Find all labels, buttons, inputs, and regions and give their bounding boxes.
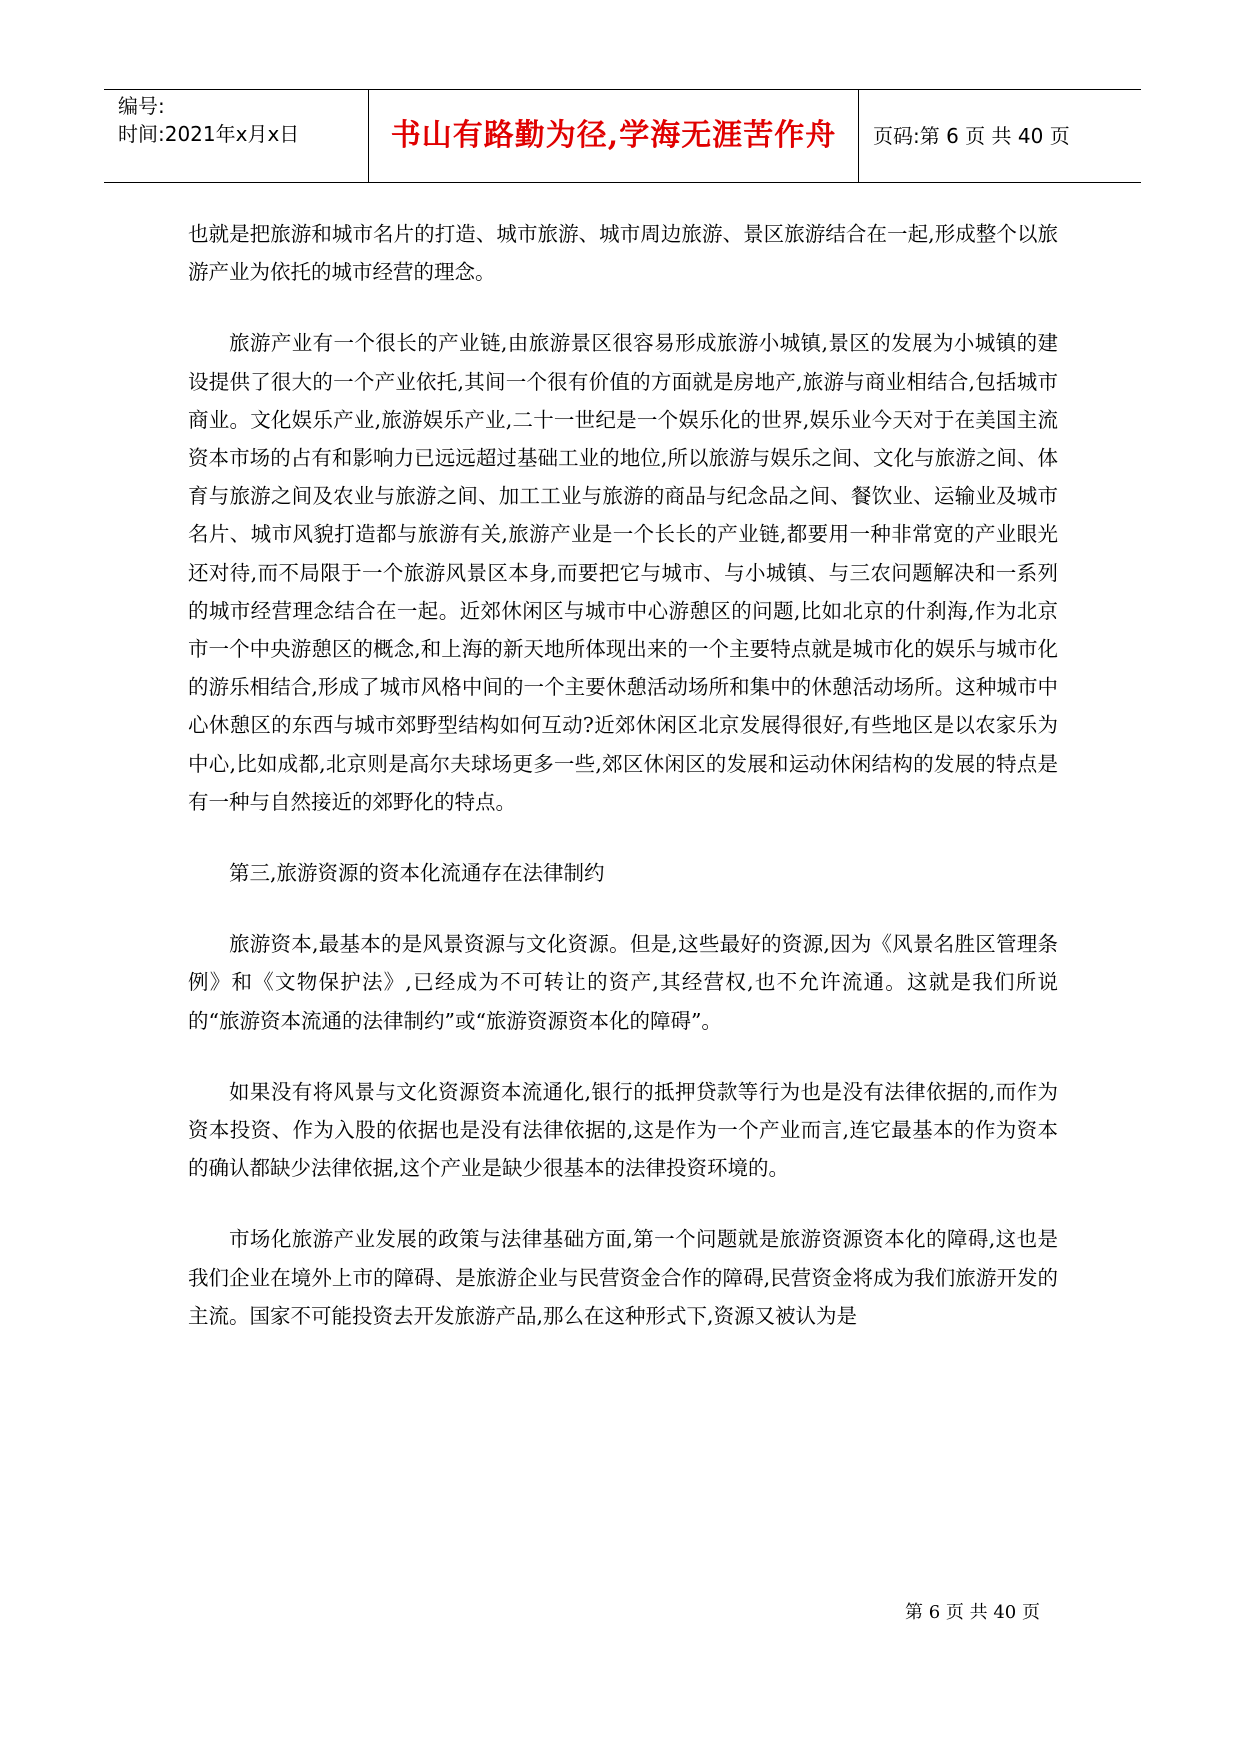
page-footer: 第 6 页 共 40 页 xyxy=(905,1602,1040,1623)
document-number-label: 编号: xyxy=(118,94,165,118)
paragraph-capital-circulation: 如果没有将风景与文化资源资本流通化,银行的抵押贷款等行为也是没有法律依据的,而作为资本投资、作为入股的依据也是没有法律依据的,这是作为一个产业而言,连它最基本的作为资本的确认都缺少法律依据,这个产业是缺少很基本的法律投资环境的。 xyxy=(188,1079,1058,1181)
paragraph-continuation: 也就是把旅游和城市名片的打造、城市旅游、城市周边旅游、景区旅游结合在一起,形成整个以旅游产业为依托的城市经营的理念。 xyxy=(188,222,1058,285)
document-body xyxy=(188,215,1058,1368)
paragraph-tourism-capital: 旅游资本,最基本的是风景资源与文化资源。但是,这些最好的资源,因为《风景名胜区管理条例》和《文物保护法》,已经成为不可转让的资产,其经营权,也不允许流通。这就是我们所说的“旅游资本流通的法律制约”或“旅游资源资本化的障碍”。 xyxy=(188,932,1058,1033)
section-heading-third: 第三,旅游资源的资本化流通存在法律制约 xyxy=(229,861,605,886)
header-motto-cell xyxy=(369,90,859,182)
document-time-label: 时间:2021年x月x日 xyxy=(118,122,300,146)
paragraph-tourism-industry-chain: 旅游产业有一个很长的产业链,由旅游景区很容易形成旅游小城镇,景区的发展为小城镇的建设提供了很大的一个产业依托,其间一个很有价值的方面就是房地产,旅游与商业相结合,包括城市商业。文化娱乐产业,旅游娱乐产业,二十一世纪是一个娱乐化的世界,娱乐业今天对于在美国主流资本市场的占有和影响力已远远超过基础工业的地位,所以旅游与娱乐之间、文化与旅游之间、体育与旅游之间及农业与旅游之间、加工工业与旅游的商品与纪念品之间、餐饮业、运输业及城市名片、城市风貌打造都与旅游有关,旅游产业是一个长长的产业链,都要用一种非常宽的产业眼光还对待,而不局限于一个旅游风景区本身,而要把它与城市、与小城镇、与三农问题解决和一系列的城市经营理念结合在一起。近郊休闲区与城市中心游憩区的问题,比如北京的什刹海,作为北京市一个中央游憩区的概念,和上海的新天地所体现出来的一个主要特点就是城市化的娱乐与城市化的游乐相结合,形成了城市风格中间的一个主要休憩活动场所和集中的休憩活动场所。这种城市中心休憩区的东西与城市郊野型结构如何互动?近郊休闲区北京发展得很好,有些地区是以农家乐为中心,比如成都,北京则是高尔夫球场更多一些,郊区休闲区的发展和运动休闲结构的发展的特点是有一种与自然接近的郊野化的特点。 xyxy=(188,331,1058,814)
paragraph-market-policy: 市场化旅游产业发展的政策与法律基础方面,第一个问题就是旅游资源资本化的障碍,这也是我们企业在境外上市的障碍、是旅游企业与民营资金合作的障碍,民营资金将成为我们旅游开发的主流。国家不可能投资去开发旅游产品,那么在这种形式下,资源又被认为是 xyxy=(188,1227,1058,1328)
header-page-code: 页码:第 6 页 共 40 页 xyxy=(873,124,1070,148)
header-page-cell xyxy=(859,90,1141,182)
document-header xyxy=(104,89,1141,183)
header-info-cell xyxy=(104,90,369,182)
header-motto: 书山有路勤为径,学海无涯苦作舟 xyxy=(390,118,837,153)
